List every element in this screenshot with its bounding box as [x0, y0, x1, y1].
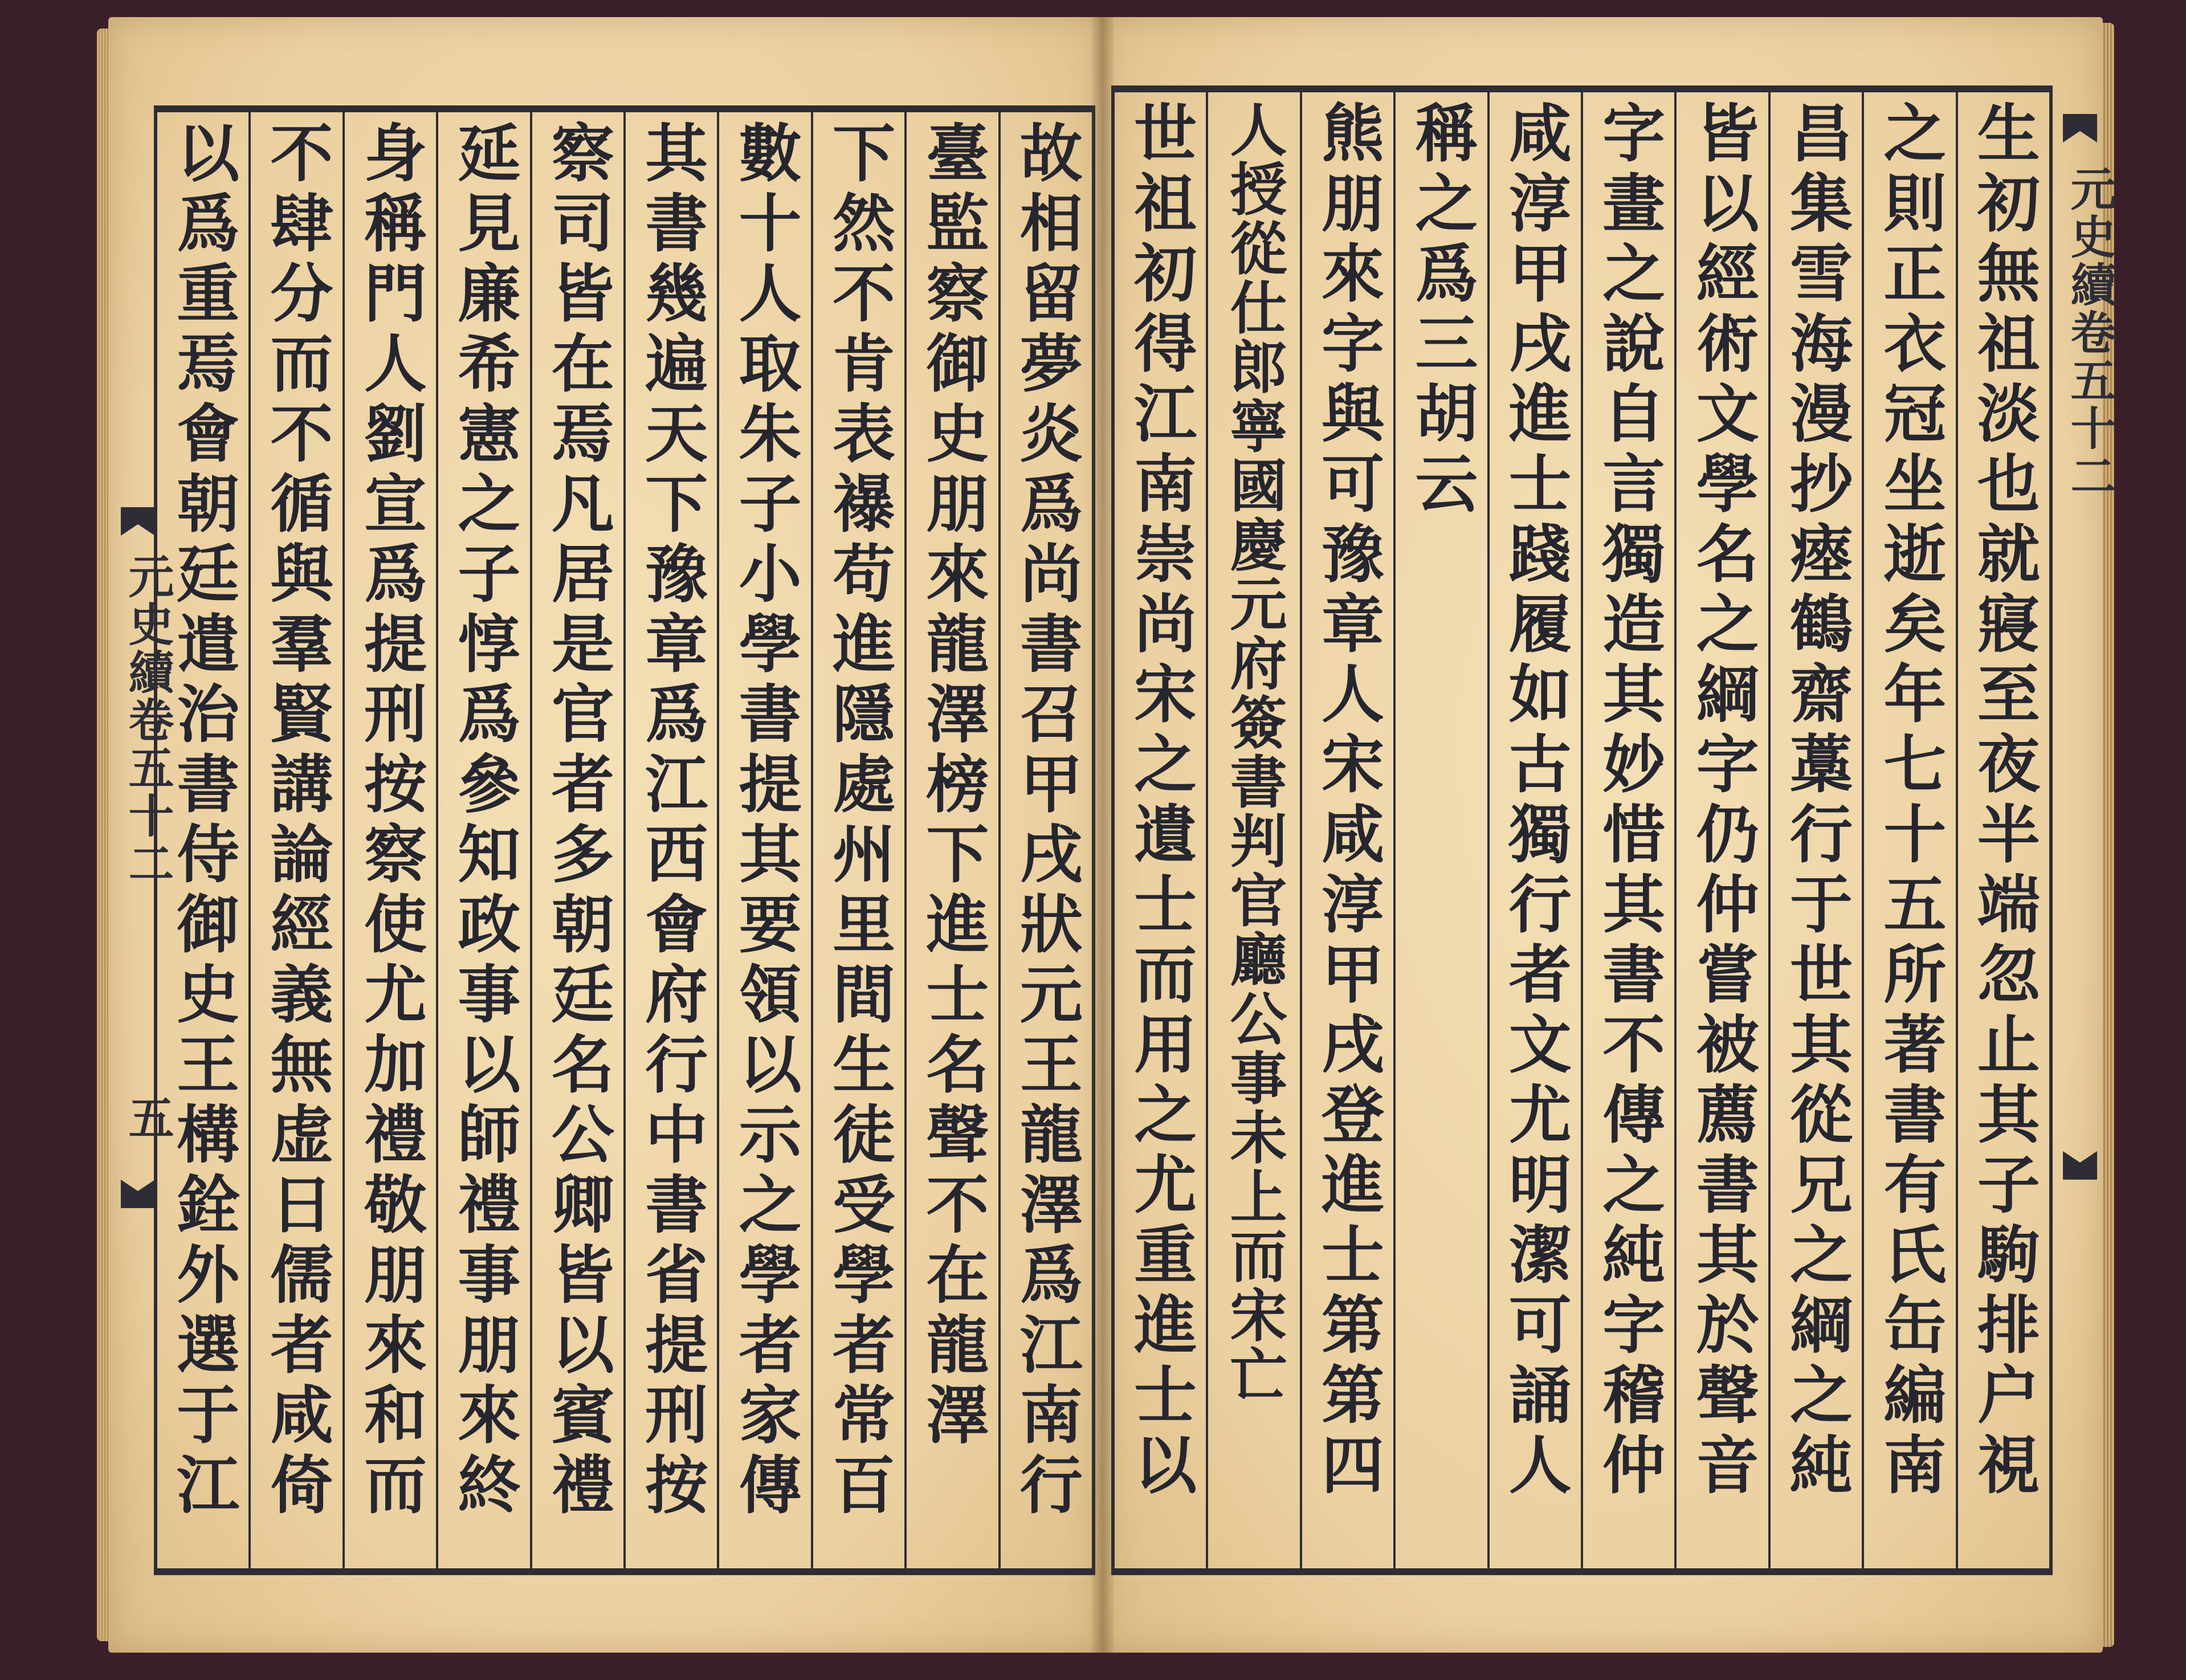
text-column	[248, 112, 342, 1568]
book-gutter	[1091, 17, 1114, 1653]
text-column	[342, 112, 436, 1568]
text-column	[1393, 92, 1487, 1568]
margin-title-text: 元史續卷五十二	[2063, 165, 2116, 500]
column-text: 其書幾遍天下豫章爲江西會府行中書省提刑按	[635, 120, 709, 1522]
column-text: 咸淳甲戌進士踐履如古獨行者文尤明潔可誦人	[1498, 100, 1572, 1502]
text-column	[904, 112, 998, 1568]
fishtail-mark-upper	[121, 507, 155, 536]
right-page-frame	[1111, 85, 2053, 1575]
text-column	[1206, 92, 1299, 1568]
column-text: 察司皆在焉凡居是官者多朝廷名公卿皆以賓禮	[541, 120, 615, 1522]
text-column	[1115, 92, 1206, 1568]
text-column	[623, 112, 717, 1568]
text-column	[1956, 92, 2049, 1568]
column-text: 稱之爲三胡云	[1405, 100, 1479, 521]
column-text: 數十人取朱子小學書提其要領以示之學者家傳	[728, 120, 802, 1522]
column-text: 之則正衣冠坐逝矣年七十五所著書有氏缶編南	[1873, 100, 1947, 1502]
column-text: 皆以經術文學名之綱字仍仲嘗被薦書其於聲音	[1686, 100, 1760, 1502]
text-column	[811, 112, 904, 1568]
column-text: 不肆分而不循與羣賢講論經義無虚日儒者咸倚	[260, 120, 334, 1522]
column-text: 臺監察御史朋來龍澤榜下進士名聲不在龍澤	[916, 120, 990, 1452]
left-text-columns	[157, 112, 1092, 1568]
column-text: 身稱門人劉宣爲提刑按察使尤加禮敬朋來和而	[353, 120, 427, 1522]
left-page	[108, 17, 1103, 1653]
text-column	[530, 112, 623, 1568]
column-text: 生初無祖淡也就寢至夜半端忽止其子駒排户視	[1967, 100, 2041, 1502]
column-text: 以爲重焉會朝廷遣治書侍御史王構銓外選于江	[166, 120, 240, 1522]
column-text: 熊朋來字與可豫章人宋咸淳甲戌登進士第第四	[1311, 100, 1385, 1502]
open-book	[108, 17, 2116, 1653]
right-text-columns	[1115, 92, 2049, 1568]
column-text: 昌集雪海漫抄瘞鶴齋藁行于世其從兄之綱之純	[1779, 100, 1853, 1502]
text-column	[1768, 92, 1862, 1568]
column-text: 人授從仕郎寧國慶元府簽書判官廳公事未上而宋亡	[1220, 100, 1288, 1404]
margin-title-text: 元史續卷五十二	[121, 553, 174, 888]
text-column	[436, 112, 529, 1568]
text-column	[1674, 92, 1768, 1568]
right-margin-title	[2057, 165, 2116, 503]
text-column	[998, 112, 1092, 1568]
column-text: 下然不肯表襮苟進隱處州里間生徒受學者常百	[822, 120, 896, 1522]
text-column	[717, 112, 810, 1568]
text-column	[1581, 92, 1674, 1568]
text-column	[1487, 92, 1581, 1568]
column-text: 故相留夢炎爲尚書召甲戌狀元王龍澤爲江南行	[1009, 120, 1083, 1522]
page-number-text: 五	[121, 1094, 174, 1142]
column-text: 世祖初得江南崇尚宋之遺士而用之尤重進士以	[1124, 100, 1198, 1502]
column-text: 字畫之說自言獨造其妙惜其書不傳之純字稽仲	[1592, 100, 1666, 1502]
column-text: 延見廉希憲之子惇爲參知政事以師禮事朋來終	[447, 120, 521, 1522]
left-page-frame	[154, 105, 1095, 1575]
text-column	[1300, 92, 1393, 1568]
left-margin-title	[115, 553, 174, 890]
left-margin-page-number	[115, 1094, 174, 1144]
fishtail-mark-lower	[121, 1180, 155, 1208]
text-column	[1862, 92, 1955, 1568]
